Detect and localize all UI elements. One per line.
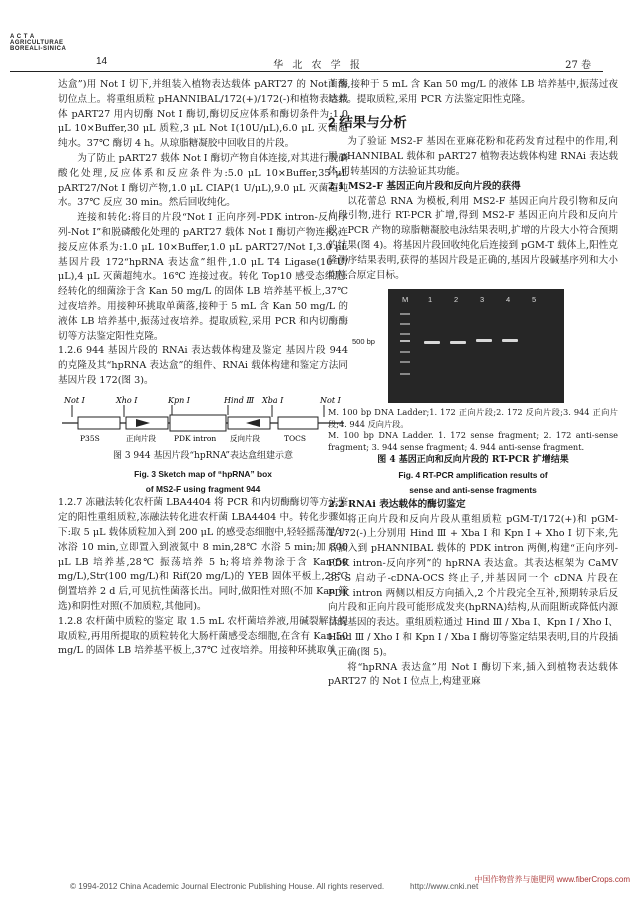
- volume-label: 27 卷: [565, 60, 591, 71]
- paragraph: 连接和转化:将目的片段“Not Ⅰ 正向序列-PDK intron-反向序列-Not Ⅰ”和脱磷酸化处理的 pART27 载体 Not Ⅰ 酶切产物连接,连接反应体系为:1.0 μL 10×Buffer,1.0 μL pART27/Not Ⅰ,3.0 μL 基因片段 172“hpRNA 表达盒”组件,1.0 μL T4 Ligase(10 U/μL),4 μL 灭菌超纯水。16℃ 连接过夜。转化 Top10 感受态细胞:经转化的细菌涂于含 Kan 50 mg/L 的固体 LB 培养基平板上,37℃ 过夜培养。用接种环挑取单菌落,接种于 5 mL 含 Kan 50 mg/L 的液体 LB 培养基中,振荡过夜培养。提取质粒,采用 PCR 和内切酶酶切等方法鉴定阳性克隆。: [58, 212, 348, 342]
- pcr-band: [450, 341, 466, 344]
- site-label: Not Ⅰ: [320, 395, 341, 405]
- figure-4-caption-cn: 图 4 基因正向和反向片段的 RT-PCR 扩增结果: [377, 455, 569, 466]
- paragraph: 达盒”)用 Not Ⅰ 切下,并组装入植物表达载体 pART27 的 Not Ⅰ 酶切位点上。将重组质粒 pHANNIBAL/172(+)/172(-)和植物表达载体 pART27 用内切酶 Not Ⅰ 酶切,酶切反应体系和酶切条件为:1.0 μL 10×Buffer,30 μL 质粒,3 μL Not Ⅰ(10U/μL),6.0 μL 灭菌超纯水。37℃ 酶切 4 h。从琼脂糖凝胶中回收目的片段。: [58, 79, 348, 150]
- site-label: Hind Ⅲ: [224, 395, 255, 405]
- figure-3-diagram: [58, 393, 348, 465]
- copyright-text: © 1994-2012 China Academic Journal Electronic Publishing House. All rights reserved.: [70, 882, 385, 891]
- figure-3-caption-en: of MS2-F using fragment 944: [145, 483, 261, 494]
- right-column: [328, 78, 618, 690]
- ladder-band: [400, 340, 410, 342]
- figure-4-caption-en: sense and anti-sense fragments: [409, 484, 537, 495]
- part-label: 正向片段: [126, 433, 156, 443]
- subsection-heading: 2.1 MS2-F 基因正向片段和反向片段的获得: [328, 180, 521, 192]
- logo-line: AGRICULTURAE: [10, 40, 64, 46]
- part-label: P35S: [80, 433, 100, 443]
- paragraph: 为了防止 pART27 载体 Not Ⅰ 酶切产物自体连接,对其进行脱磷酸化处理,反应体系和反应条件为:5.0 μL 10×Buffer,35 μL pART27/Not Ⅰ 酶切产物,1.0 μL CIAP(1 U/μL),9.0 μL 灭菌超纯水。37℃ 反应 30 min。然后回收纯化。: [58, 152, 348, 209]
- ladder-band: [400, 313, 410, 315]
- ladder-band: [400, 373, 410, 375]
- figure-3-caption-cn: 图 3 944 基因片段“hpRNA”表达盒组建示意: [112, 450, 294, 461]
- ladder-band: [400, 333, 410, 335]
- paragraph: 以花蕾总 RNA 为模板,利用 MS2-F 基因正向片段引物和反向片段引物,进行 RT-PCR 扩增,得到 MS2-F 基因正向片段和反向片段。PCR 产物的琼脂糖凝胶电泳结果表明,扩增的片段大小符合预期的结果(图 4)。将基因片段回收纯化后连接到 pGM-T 载体上,阳性克隆测序结果表明,获得的基因片段是正确的,基因片段碱基序列和大小均符合原定目标。: [328, 195, 618, 281]
- site-label: Xho Ⅰ: [116, 395, 138, 405]
- lane-label: 2: [454, 295, 459, 305]
- ladder-band: [400, 351, 410, 353]
- paragraph: 将正向片段和反向片段从重组质粒 pGM-T/172(+)和 pGM-T/172(-)上分别用 Hind Ⅲ + Xba Ⅰ 和 Kpn Ⅰ + Xho Ⅰ 切下来,先后插入到 pHANNIBAL 载体的 PDK intron 两侧,构建“正向序列-PDK intron-反向序列”的 hpRNA 表达盒。其表达框架为 CaMV 35 S 启动子-cDNA-OCS 终止子,并基因同一个 cDNA 片段在 PDK intron 两侧以相反方向插入,2 个片段完全互补,预期转录后反向片段和正向片段可能形成发夹(hpRNA)结构,从而阻断或降低内源目的基因的表达。重组质粒通过 Hind Ⅲ / Xba Ⅰ、Kpn Ⅰ / Xho Ⅰ、Hind Ⅲ / Xho Ⅰ 和 Kpn Ⅰ / Xba Ⅰ 酶切等鉴定结果表明,目的片段插入正确(图 5)。: [328, 513, 618, 658]
- paragraph: 菌落,接种于 5 mL 含 Kan 50 mg/L 的液体 LB 培养基中,振荡过夜培养。提取质粒,采用 PCR 方法鉴定阳性克隆。: [328, 79, 618, 105]
- site-label: Xba Ⅰ: [262, 395, 284, 405]
- pcr-band: [476, 339, 492, 342]
- figure-4-caption-en: Fig. 4 RT-PCR amplification results of: [398, 470, 548, 481]
- marker-label: 500 bp: [352, 337, 375, 347]
- site-label: Kpn Ⅰ: [168, 395, 190, 405]
- paragraph: 1.2.8 农杆菌中质粒的鉴定 取 1.5 mL 农杆菌培养液,用碱裂解法提取质粒,再用所提取的质粒转化大肠杆菌感受态细胞,在含有 Kan 50 mg/L 的固体 LB 培养基平板上,37℃ 过夜培养。用接种环挑取单: [58, 615, 348, 657]
- figure-4-legend-en: M. 100 bp DNA Ladder. 1. 172 sense fragment; 2. 172 anti-sense fragment; 3. 944 sense fragment; 4. 944 anti-sense fragment.: [328, 430, 618, 452]
- ladder-band: [400, 323, 410, 325]
- subsection-heading: 2.2 RNAi 表达载体的酶切鉴定: [328, 498, 466, 510]
- pcr-band: [424, 341, 440, 344]
- left-column: [58, 78, 348, 659]
- part-label: 反向片段: [230, 433, 260, 443]
- lane-label: 1: [428, 295, 433, 305]
- journal-logo: [10, 34, 90, 52]
- paragraph: 1.2.7 冻融法转化农杆菌 LBA4404 将 PCR 和内切酶酶切等方法鉴定的阳性重组质粒,冻融法转化进农杆菌 LBA4404 中。转化步骤如下:取 5 μL 载体质粒加入到 200 μL 的感受态细胞中,轻轻摇荡混匀:冰浴 10 min,立即置入到液氮中 8 min,28℃ 水浴 5 min;加 800 μL LB 培养基,28℃ 振荡培养 5 h;将培养物涂于含 Kan(50 mg/L),Str(100 mg/L)和 Rif(20 mg/L)的 YEB 固体平板上,28℃ 倒置培养 2 d 后,可见抗性菌落长出。同时,做阳性对照(不加 Kan 筛选)和阴性对照(不加质粒,其他同)。: [58, 497, 348, 612]
- ladder-band: [400, 361, 410, 363]
- journal-title: 华 北 农 学 报: [273, 60, 363, 71]
- lane-label: 5: [532, 295, 537, 305]
- lane-label: 4: [506, 295, 511, 305]
- figure-3-caption-en: Fig. 3 Sketch map of “hpRNA” box: [134, 468, 272, 479]
- paragraph: 1.2.6 944 基因片段的 RNAi 表达载体构建及鉴定 基因片段 944 的克隆及其“hpRNA 表达盒”的组件、RNAi 载体构建和鉴定方法同基因片段 172(图 3)。: [58, 345, 348, 386]
- watermark: 中国作物营养与施肥网 www.fiberCrops.com: [474, 875, 630, 884]
- figure-4-gel-image: [388, 289, 564, 403]
- site-label: Not Ⅰ: [64, 395, 85, 405]
- header-rule: [10, 71, 603, 72]
- lane-label: 3: [480, 295, 485, 305]
- paragraph: 将“hpRNA 表达盒”用 Not Ⅰ 酶切下来,插入到植物表达载体 pART27 的 Not Ⅰ 位点上,构建亚麻: [328, 661, 618, 688]
- section-heading: 2 结果与分析: [328, 114, 407, 130]
- figure-4-legend-cn: M. 100 bp DNA Ladder;1. 172 正向片段;2. 172 反向片段;3. 944 正向片段;4. 944 反向片段。: [328, 407, 618, 429]
- logo-line: A C T A: [10, 34, 35, 40]
- part-label: PDK intron: [174, 433, 217, 443]
- pcr-band: [502, 339, 518, 342]
- footer-link[interactable]: http://www.cnki.net: [410, 882, 479, 891]
- logo-line: BOREALI-SINICA: [10, 46, 67, 52]
- lane-label: M: [402, 295, 409, 305]
- part-label: TOCS: [284, 433, 307, 443]
- page-number: 14: [96, 56, 108, 67]
- paragraph: 为了验证 MS2-F 基因在亚麻花粉和花药发育过程中的作用,利用 pHANNIBAL 载体和 pART27 植物表达载体构建 RNAi 表达载体,用转基因的方法验证其功能。: [328, 136, 618, 177]
